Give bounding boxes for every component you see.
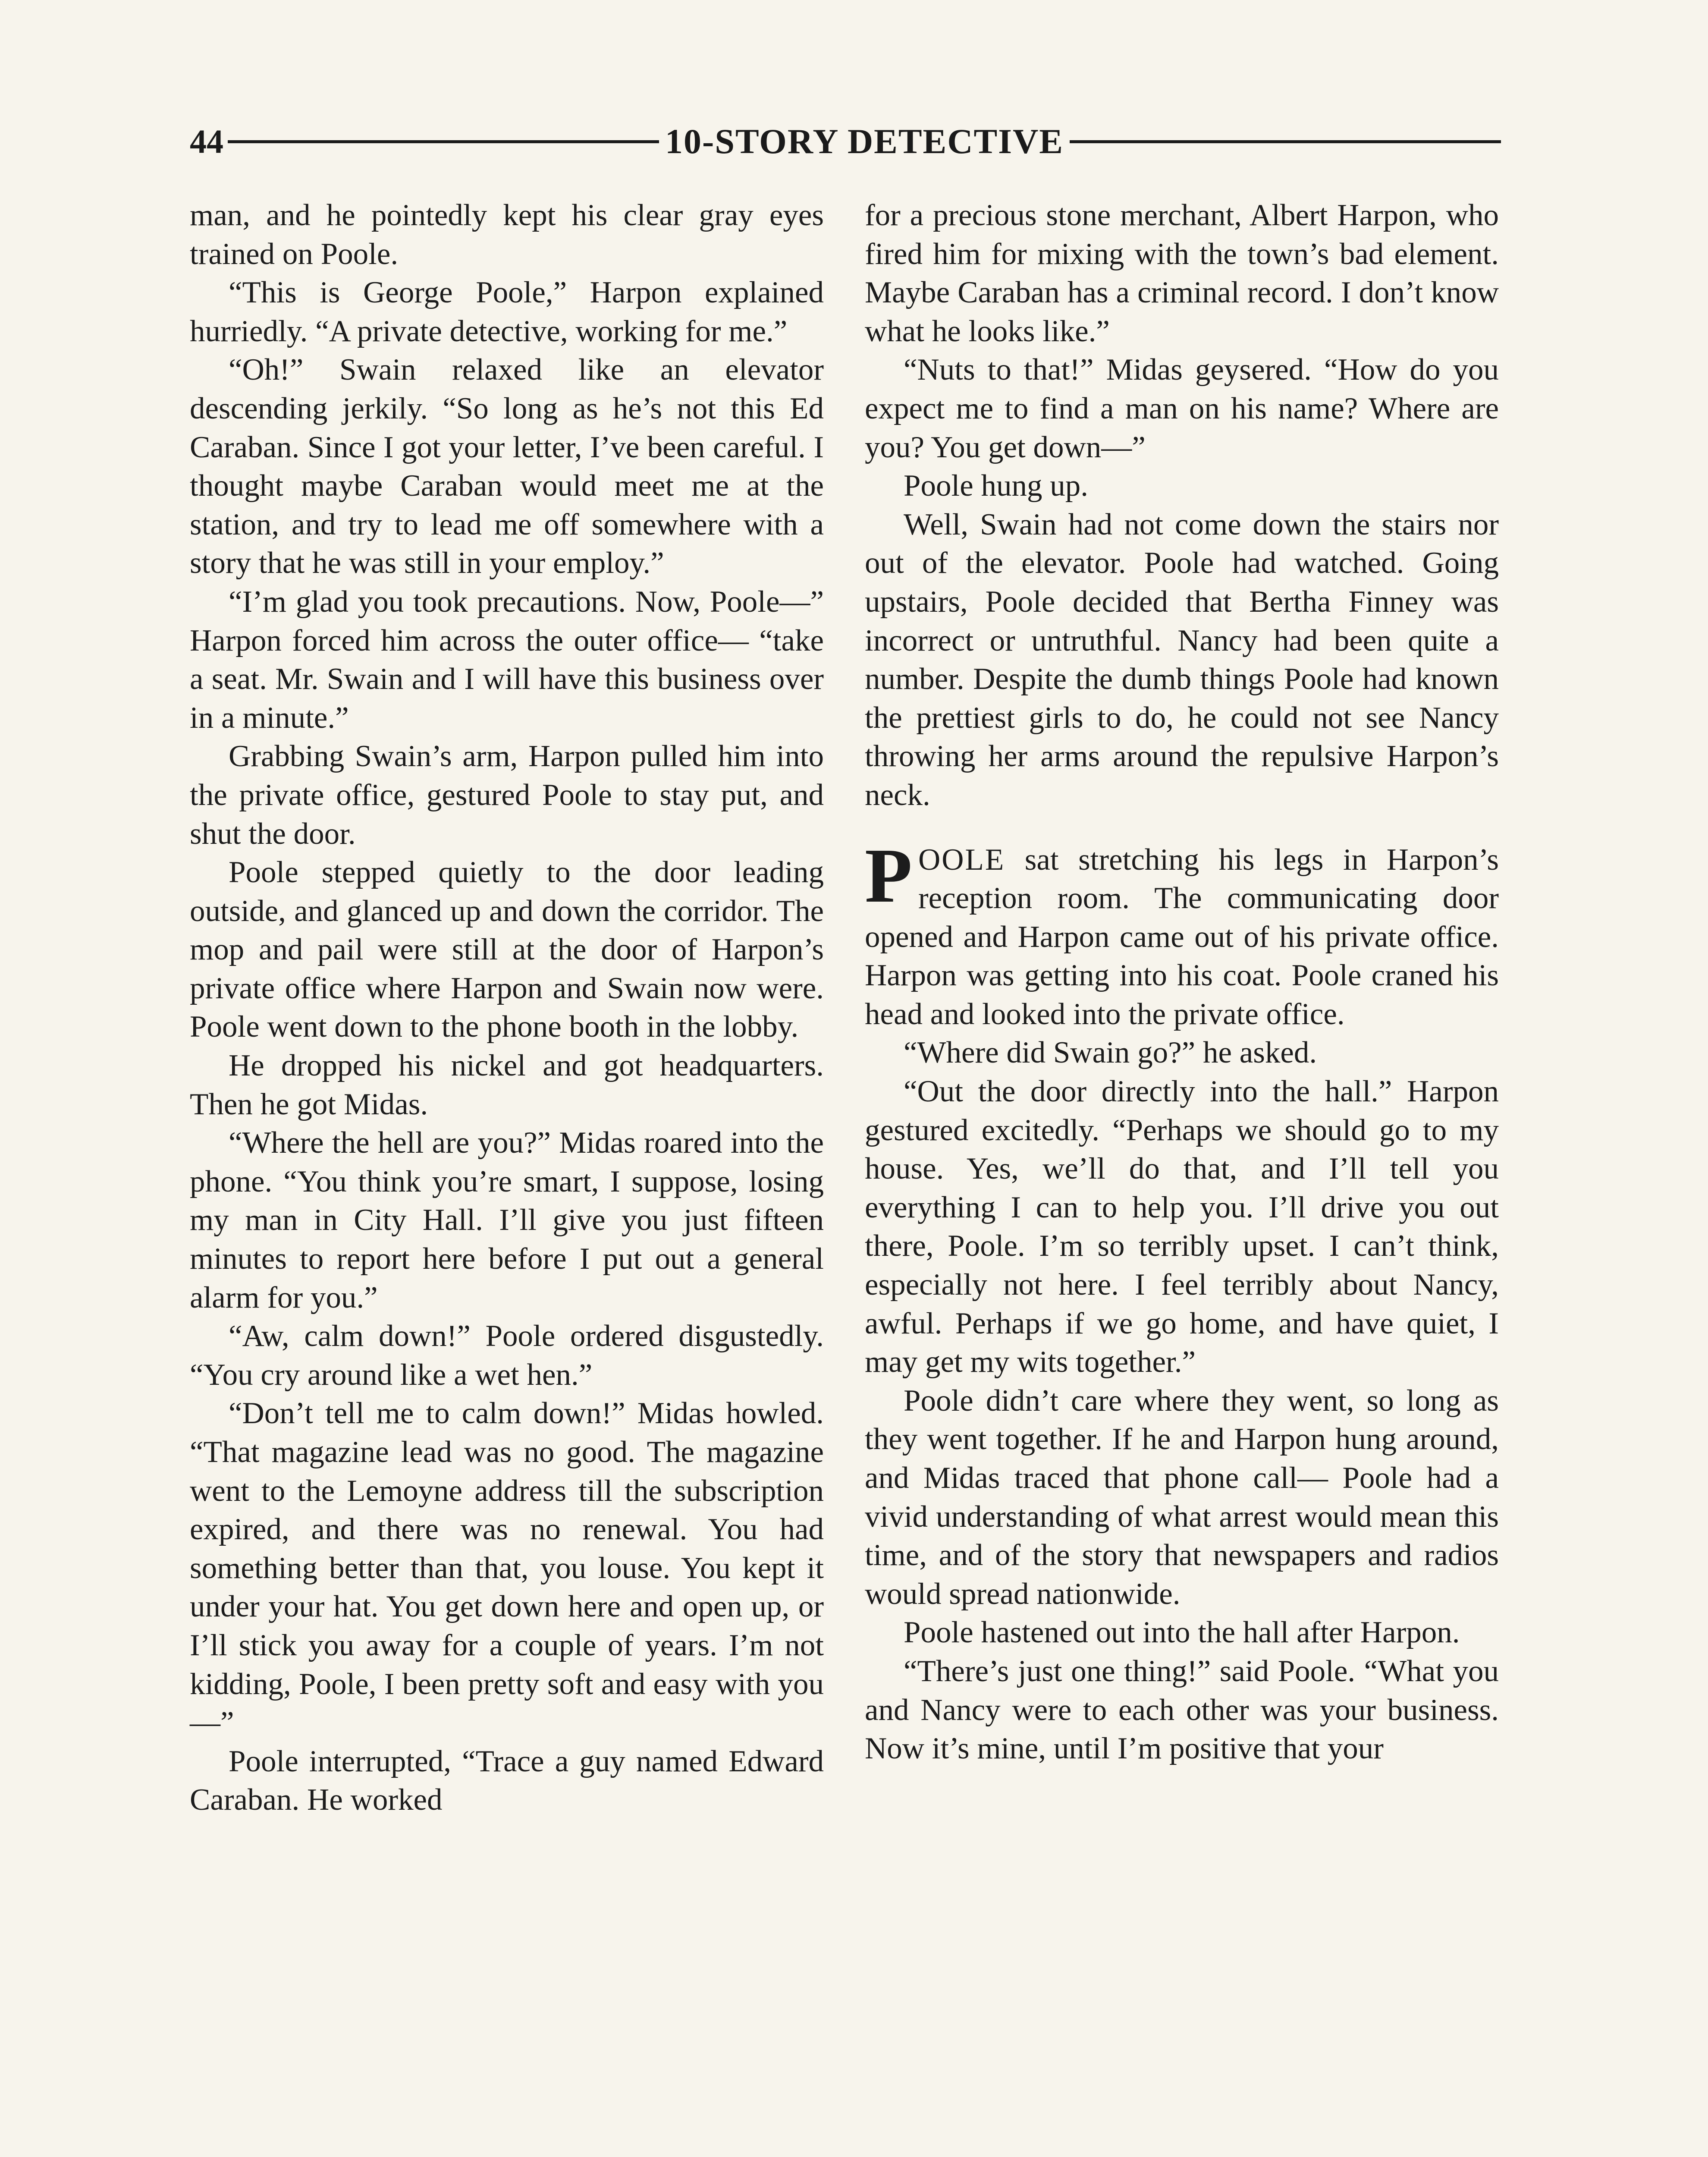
paragraph: Well, Swain had not come down the stairs nor out of the elevator. Poole had watched. Going upstairs, Poole decided that Bertha Finney was incorrect or untruthful. Nancy had been quite a number. Despite the dumb things Poole had known the prettiest girls to do, he could not see Nancy throwing her arms around the repulsive Harpon’s neck. (865, 507, 1499, 812)
paragraph: “There’s just one thing!” said Poole. “What you and Nancy were to each other was your business. Now it’s mine, until I’m positive that your (865, 1654, 1499, 1766)
header-rule-left (228, 140, 659, 143)
opening-caps: OOLE (918, 843, 1005, 877)
paragraph: “Aw, calm down!” Poole ordered disgustedly. “You cry around like a wet hen.” (190, 1319, 824, 1392)
paragraph: for a precious stone merchant, Albert Harpon, who fired him for mixing with the town’s bad element. Maybe Caraban has a criminal record. I don’t know what he looks like.” (865, 198, 1499, 348)
paragraph: Poole hung up. (904, 469, 1088, 503)
paragraph: “Don’t tell me to calm down!” Midas howled. “That magazine lead was no good. The magazine went to the Lemoyne address till the subscription expired, and there was no renewal. You had something better than that, you louse. You kept it under your hat. You get down here and open up, or I’ll stick you away for a couple of years. I’m not kidding, Poole, I been pretty soft and easy with you—” (190, 1396, 824, 1740)
paragraph: “Where the hell are you?” Midas roared into the phone. “You think you’re smart, I suppose, losing my man in City Hall. I’ll give you just fifteen minutes to report here before I put out a general alarm for you.” (190, 1126, 824, 1314)
paragraph: Poole stepped quietly to the door leading outside, and glanced up and down the corridor. The mop and pail were still at the door of Harpon’s private office where Harpon and Swain now were. Poole went down to the phone booth in the lobby. (190, 855, 824, 1044)
paragraph: “This is George Poole,” Harpon explained hurriedly. “A private detective, working for me.” (190, 276, 824, 348)
paragraph: Poole didn’t care where they went, so long as they went together. If he and Harpon hung around, and Midas traced that phone call— Poole had a vivid understanding of what arrest would mean this time, and of the story that newspapers and radios would spread nationwide. (865, 1383, 1499, 1611)
paragraph: “I’m glad you took precautions. Now, Poole—” Harpon forced him across the outer office— “take a seat. Mr. Swain and I will have this business over in a minute.” (190, 585, 824, 735)
paragraph: “Nuts to that!” Midas geysered. “How do you expect me to find a man on his name? Where are you? You get down—” (865, 353, 1499, 464)
paragraph: “Out the door directly into the hall.” Harpon gestured excitedly. “Perhaps we should go to my house. Yes, we’ll do that, and I’ll tell you everything I can to help you. I’ll drive you out there, Poole. I’m so terribly upset. I can’t think, especially not here. I feel terribly about Nancy, awful. Perhaps if we go home, and have quiet, I may get my wits together.” (865, 1075, 1499, 1379)
left-column (190, 196, 824, 1820)
paragraph: “Where did Swain go?” he asked. (904, 1036, 1317, 1070)
paragraph: Grabbing Swain’s arm, Harpon pulled him into the private office, gestured Poole to stay put, and shut the door. (190, 739, 824, 851)
drop-cap: P (865, 832, 912, 918)
paragraph: “Oh!” Swain relaxed like an elevator descending jerkily. “So long as he’s not this Ed Caraban. Since I got your letter, I’ve been careful. I thought maybe Caraban would meet me at the station, and try to lead me off somewhere with a story that he was still in your employ.” (190, 353, 824, 580)
right-column (865, 196, 1499, 1768)
page-number: 44 (190, 123, 223, 160)
magazine-title: 10-STORY DETECTIVE (665, 122, 1064, 161)
paragraph: man, and he pointedly kept his clear gray eyes trained on Poole. (190, 198, 824, 271)
opening-text: sat stretching his legs in Harpon’s reception room. The communicating door opened and Harpon came out of his private office. Harpon was getting into his coat. Poole craned his head and looked into the private office. (865, 843, 1499, 1031)
section-opening-paragraph (865, 832, 1499, 1034)
paragraph: He dropped his nickel and got headquarters. Then he got Midas. (190, 1049, 824, 1121)
header-rule-right (1070, 140, 1501, 143)
page-header (190, 116, 1501, 167)
paragraph: Poole hastened out into the hall after Harpon. (904, 1616, 1460, 1650)
paragraph: Poole interrupted, “Trace a guy named Edward Caraban. He worked (190, 1744, 824, 1817)
